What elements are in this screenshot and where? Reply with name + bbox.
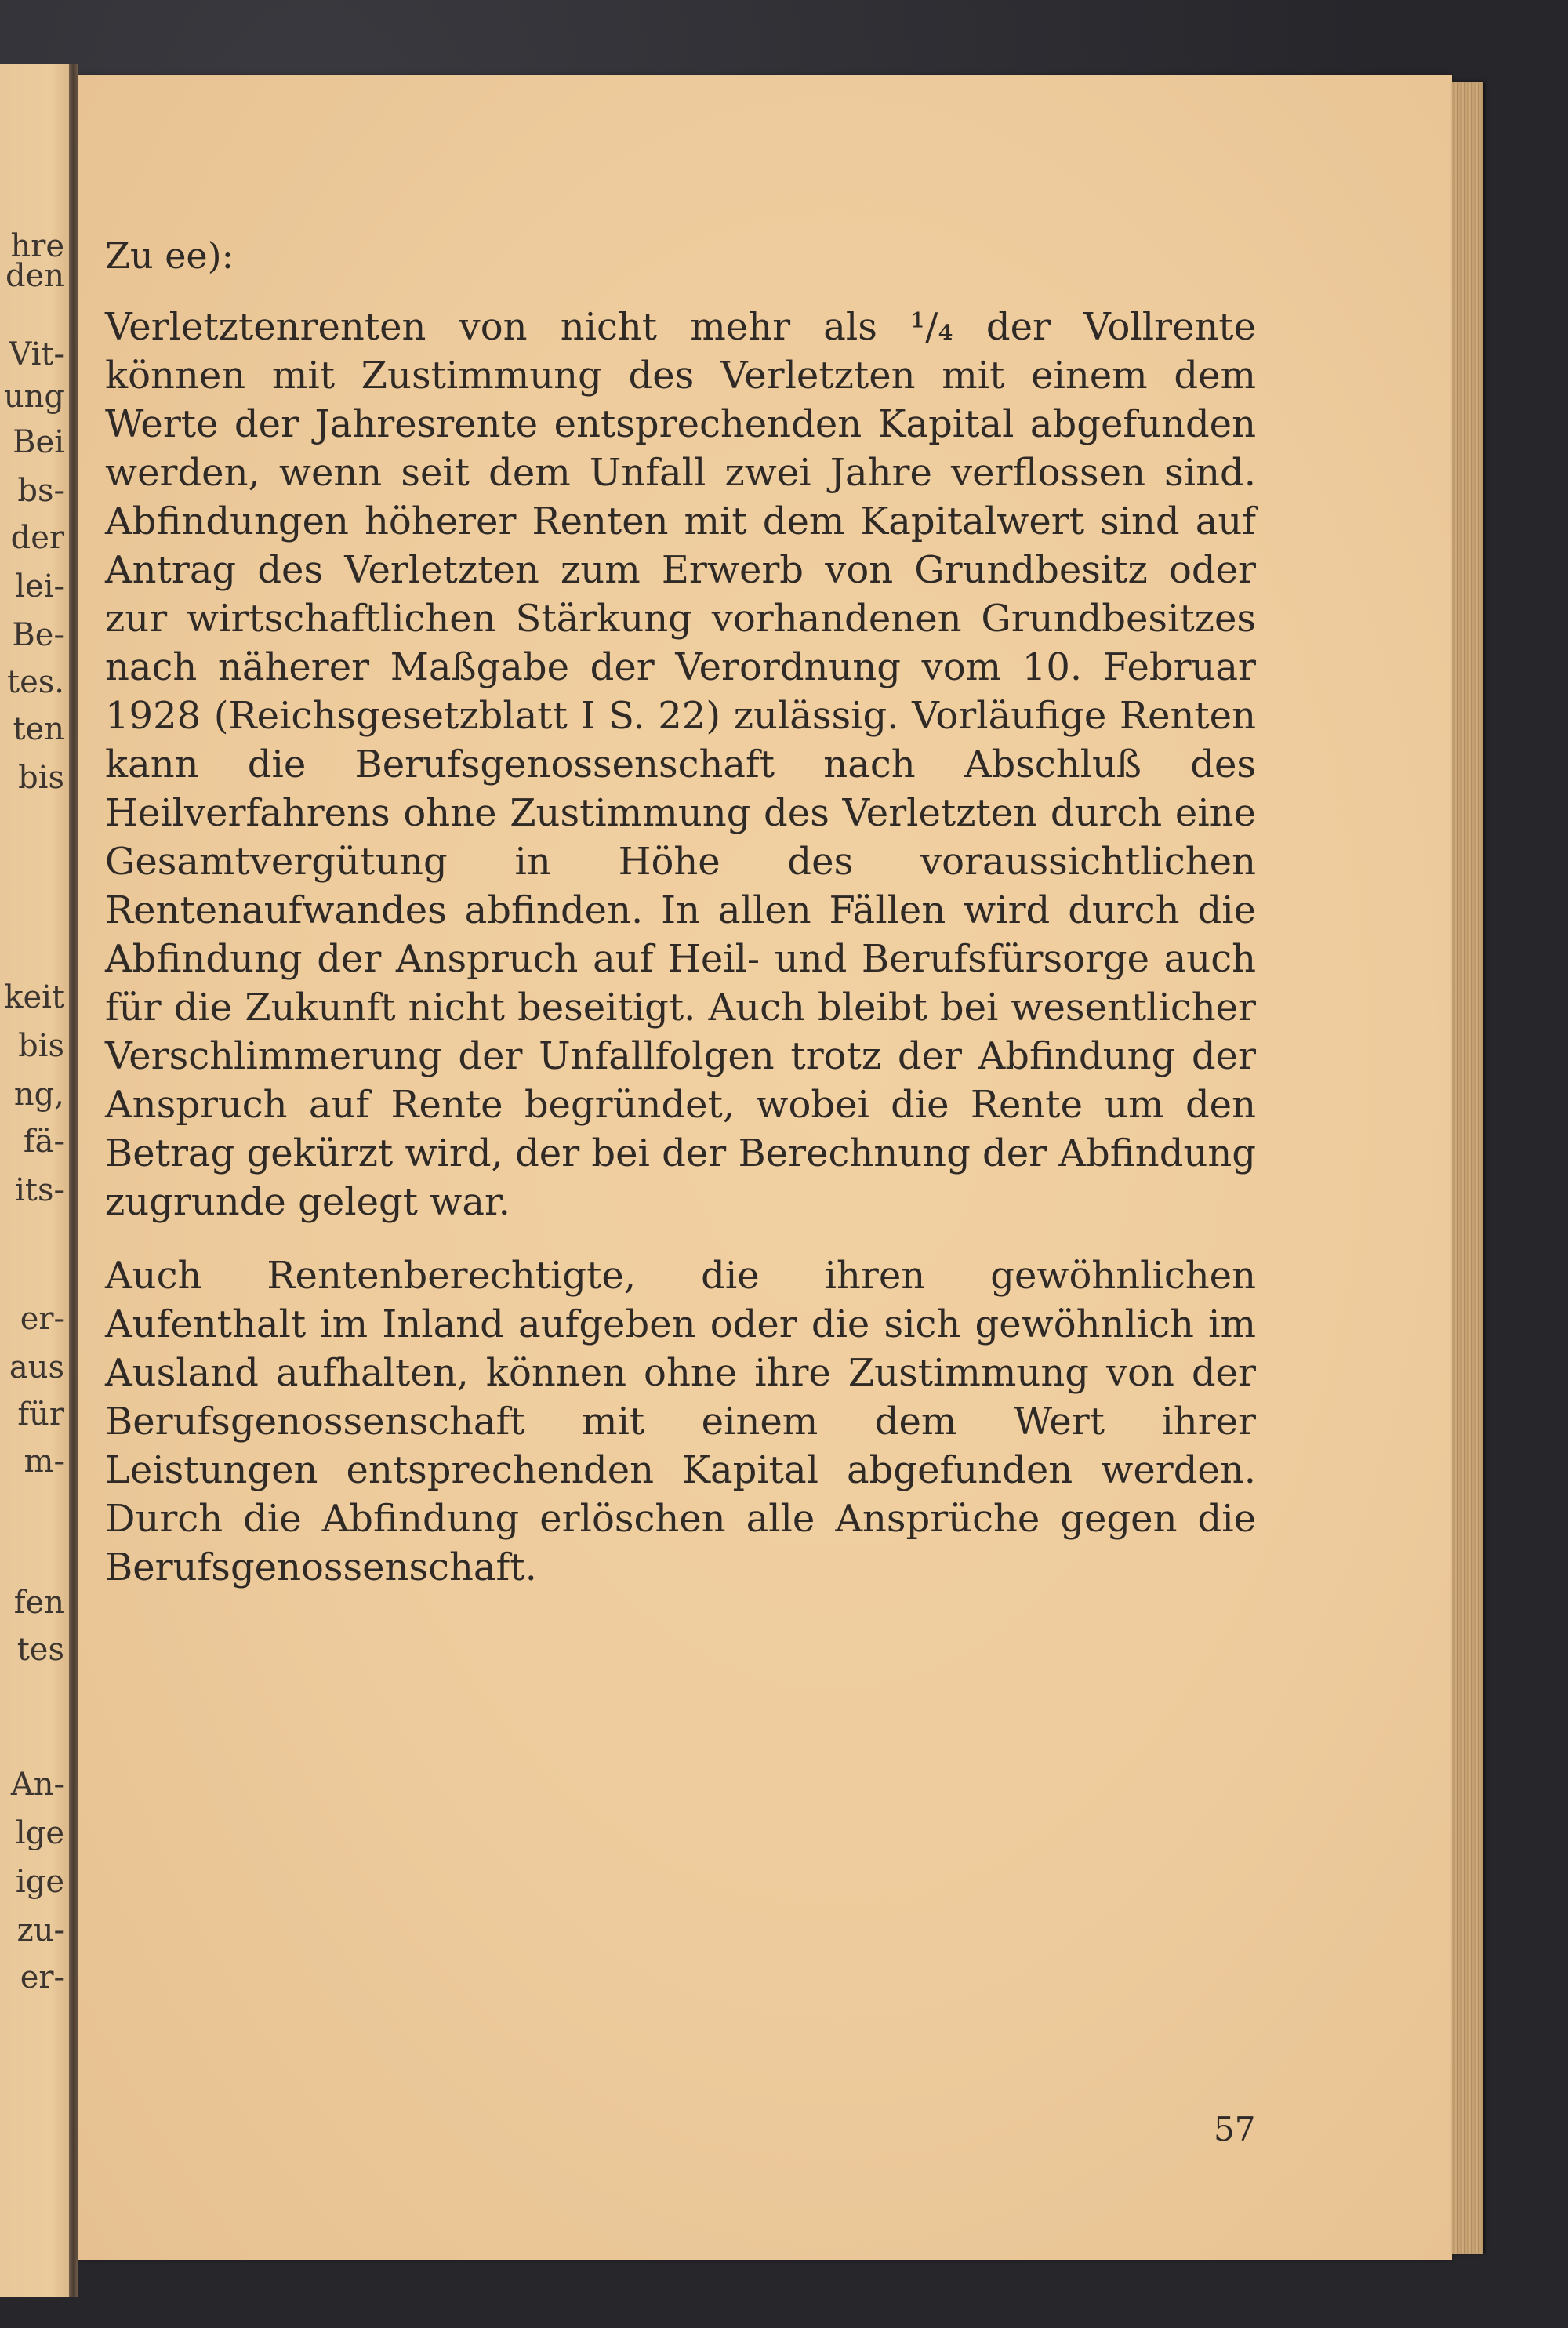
left-page-fragment: lei- bbox=[15, 568, 64, 605]
left-page-fragment: ige bbox=[15, 1864, 64, 1900]
left-page-fragment: zu- bbox=[16, 1912, 64, 1948]
left-page-fragment: lge bbox=[15, 1815, 64, 1851]
section-heading: Zu ee): bbox=[105, 234, 234, 277]
left-page-fragment: aus bbox=[9, 1349, 64, 1386]
left-page-fragment: ng, bbox=[13, 1077, 64, 1113]
left-page-fragment: er- bbox=[20, 1301, 64, 1337]
left-page-fragment: Be- bbox=[12, 617, 64, 653]
left-page-fragment: Vit- bbox=[9, 336, 64, 372]
page-number: 57 bbox=[1214, 2110, 1256, 2148]
left-facing-page bbox=[0, 64, 72, 2297]
book-page bbox=[78, 75, 1452, 2260]
left-page-fragment: ten bbox=[13, 711, 64, 747]
left-page-fragment: keit bbox=[4, 979, 64, 1015]
left-page-fragment: m- bbox=[24, 1444, 64, 1480]
left-page-fragment: tes bbox=[16, 1632, 64, 1668]
left-page-fragment: An- bbox=[10, 1767, 64, 1803]
left-page-fragment: bis bbox=[18, 1028, 64, 1064]
left-page-fragment: its- bbox=[15, 1172, 64, 1208]
book-gutter bbox=[69, 64, 78, 2297]
left-page-fragment: ung bbox=[3, 379, 64, 415]
page-edges bbox=[1452, 82, 1483, 2254]
left-page-fragment: Bei bbox=[13, 424, 64, 460]
paragraph-1: Verletztenrenten von nicht mehr als ¹/₄ der Vollrente können mit Zustimmung des Verletzten mit einem dem Werte der Jahresrente entsprechenden Kapital abgefunden werden, wenn seit dem Unfall zwei Jahre verflossen sind. Abfindungen höherer Renten mit dem Kapitalwert sind auf Antrag des Verletzten zum Erwerb von Grundbesitz oder zur wirtschaftlichen Stärkung vorhandenen Grundbesitzes nach näherer Maßgabe der Verordnung vom 10. Februar 1928 (Reichsgesetzblatt I S. 22) zulässig. Vorläufige Renten kann die Berufsgenossenschaft nach Abschluß des Heilverfahrens ohne Zustimmung des Verletzten durch eine Gesamtvergütung in Höhe des voraussichtlichen Rentenaufwandes abfinden. In allen Fällen wird durch die Abfindung der Anspruch auf Heil- und Berufsfürsorge auch für die Zukunft nicht beseitigt. Auch bleibt bei wesentlicher Verschlimmerung der Unfallfolgen trotz der Abfindung der Anspruch auf Rente begründet, wobei die Rente um den Betrag gekürzt wird, der bei der Berechnung der Abfindung zugrunde gelegt war. bbox=[105, 305, 1256, 1224]
left-page-fragment: tes. bbox=[7, 664, 64, 700]
left-page-fragment: hre bbox=[10, 228, 64, 264]
left-page-fragment: bs- bbox=[17, 473, 64, 509]
page-body bbox=[105, 232, 1256, 1592]
left-page-fragment: bis bbox=[18, 760, 64, 796]
left-page-fragment: er- bbox=[20, 1959, 64, 1996]
paragraph-2: Auch Rentenberechtigte, die ihren gewöhnlichen Aufenthalt im Inland aufgeben oder die sich gewöhnlich im Ausland aufhalten, können ohne ihre Zustimmung von der Berufsgenossenschaft mit einem dem Wert ihrer Leistungen entsprechenden Kapital abgefunden werden. Durch die Abfindung erlöschen alle Ansprüche gegen die Berufsgenossenschaft. bbox=[105, 1254, 1256, 1589]
left-page-fragment: der bbox=[10, 520, 64, 556]
left-page-fragment: für bbox=[17, 1396, 64, 1433]
left-page-fragment: fen bbox=[13, 1585, 64, 1621]
left-page-fragment: den bbox=[5, 258, 64, 294]
left-page-fragment: fä- bbox=[23, 1124, 64, 1160]
